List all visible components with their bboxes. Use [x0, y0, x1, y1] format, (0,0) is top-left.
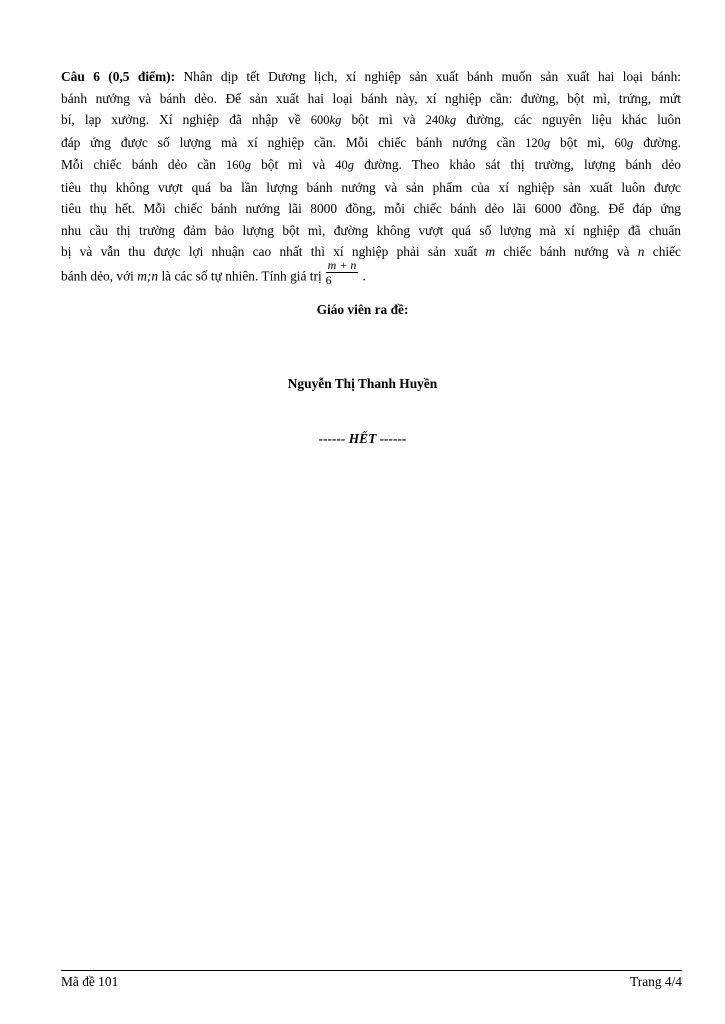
- exam-code: Mã đề 101: [61, 974, 119, 989]
- end-marker: ------ HẾT ------: [318, 431, 407, 446]
- soft-sugar: 40g: [335, 158, 354, 172]
- question-6: [61, 66, 681, 292]
- soft-flour: 160g: [225, 158, 251, 172]
- question-line-3: bí, lạp xưởng. Xí nghiệp đã nhập về 600kg bột mì và 240kg đường, các nguyên liệu khác luôn: [61, 112, 681, 127]
- fraction-denominator: 6: [325, 272, 332, 287]
- question-line-2: bánh nướng và bánh dẻo. Để sản xuất hai loại bánh này, xí nghiệp cần: đường, bột mì, trứng, mứt: [61, 90, 681, 106]
- question-line-8: nhu cầu thị trường đảm bảo lượng bột mì, đường không vượt quá số lượng mà xí nghiệp đã chuẩn: [61, 222, 681, 238]
- footer-divider: [61, 970, 682, 971]
- fraction-numerator: m + n: [327, 257, 357, 272]
- baked-flour: 120g: [525, 135, 551, 150]
- page-number: Trang 4/4: [630, 974, 682, 989]
- variables-mn: m;n: [137, 268, 159, 284]
- question-line-9: bị và vẫn thu được lợi nhuận cao nhất thì xí nghiệp phải sản xuất m chiếc bánh nướng và n chiếc: [61, 244, 681, 259]
- variable-n: n: [637, 244, 645, 259]
- sugar-amount: 240kg: [425, 113, 457, 127]
- teacher-name: Nguyễn Thị Thanh Huyền: [287, 376, 438, 391]
- question-line-6: tiêu thụ không vượt quá ba lần lượng bánh nướng và sản phẩm của xí nghiệp sản xuất luôn được: [61, 179, 681, 195]
- baked-sugar: 60g: [614, 135, 634, 150]
- question-line-7: tiêu thụ hết. Mỗi chiếc bánh nướng lãi 8000 đồng, mỗi chiếc bánh dẻo lãi 6000 đồng. Để đáp ứng: [61, 201, 681, 216]
- question-heading: Câu 6 (0,5 điểm):: [61, 69, 176, 84]
- teacher-label: Giáo viên ra đề:: [316, 302, 409, 317]
- question-line-1: Câu 6 (0,5 điểm): Nhân dịp tết Dương lịch, xí nghiệp sản xuất bánh muốn sản xuất hai loại bánh:: [61, 69, 681, 84]
- flour-amount: 600kg: [310, 113, 342, 127]
- variable-m: m: [485, 244, 496, 259]
- question-line-5: Mỗi chiếc bánh dẻo cần 160g bột mì và 40g đường. Theo khảo sát thị trường, lượng bánh dẻo: [61, 157, 681, 172]
- fraction-expression: [326, 258, 359, 287]
- question-line-4: đáp ứng được số lượng mà xí nghiệp cần. Mỗi chiếc bánh nướng cần 120g bột mì, 60g đường.: [61, 134, 681, 150]
- question-line-10: bánh dẻo, với m;n là các số tự nhiên. Tính giá trị $\frac{m + n}{6}$ .: [61, 257, 366, 287]
